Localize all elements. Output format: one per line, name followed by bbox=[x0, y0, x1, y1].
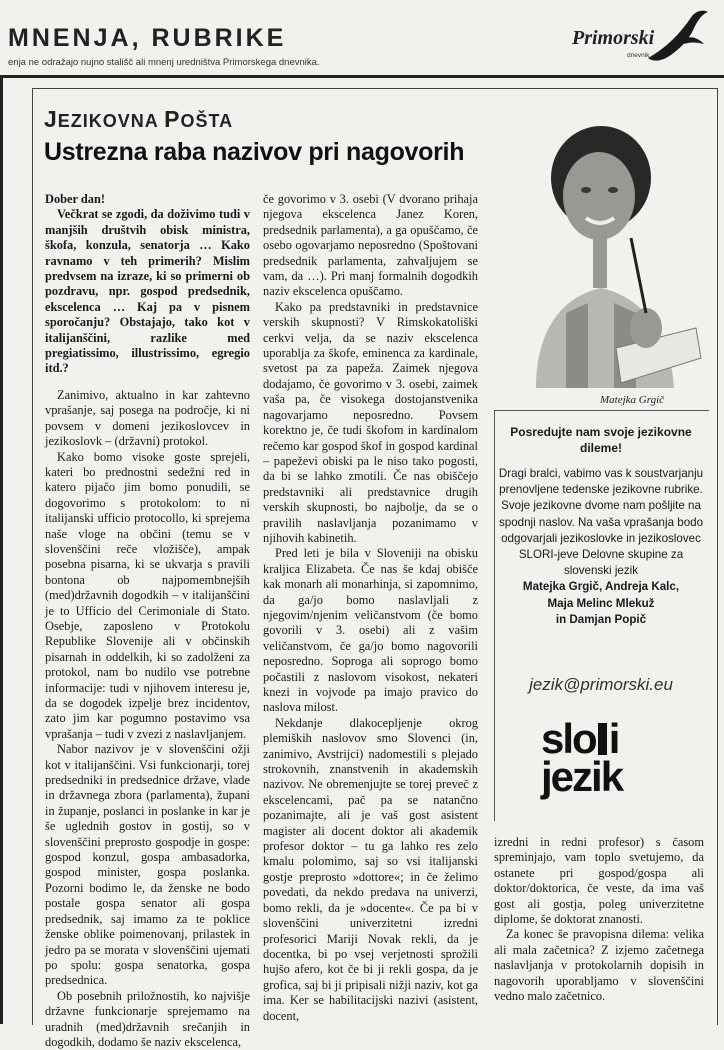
answer-paragraph: izredni in redni profesor) s časom spreminjajo, vam toplo svetujemo, da ostanete pri gospod/gospa ali doktor/doktorica, če veste, da ima vaš gost ali gostja, poleg univerzitetne diplome, še doktorat znanosti. bbox=[494, 835, 704, 927]
header-rule bbox=[0, 75, 724, 78]
logo-bar-icon bbox=[598, 723, 607, 755]
photo-caption: Matejka Grgič bbox=[600, 394, 665, 406]
reader-question: Večkrat se zgodi, da doživimo tudi v manjših društvih obisk ministra, škofa, konzula, senatorja … Kako ravnamo v teh primerih? Mislim predvsem na izraze, ki so primerni ob pozdravu, npr. gospod predsednik, ekscelenca … Kaj pa v pisnem sporočanju? Obstajajo, tako kot v italijanščini, razlike med pregiatissimo, illustrissimo, egregio itd.? bbox=[45, 207, 250, 376]
contact-email[interactable]: jezik@primorski.eu bbox=[529, 675, 673, 694]
answer-paragraph: Nekdanje dlakocepljenje okrog plemiških naslovov smo Slovenci (in, zanimivo, Avstrijci) nadomestili s plejado strokovnih, znanstvenih in akademskih nazivov. Ne obremenjujte se torej preveč z ekscelencami, pač pa se natančno pozanimajte, ali je vaš gost asistent magister ali docent doktor ali akademik profesor doktor – tu ga lahko res zelo kmalu polomimo, saj so vsi italijanski gostje preprosto »dottore«; in če želimo povedati, da nekdo predava na univerzi, bomo rekli, da je »docente«. Če pa bi v slovenščini univerzitetni izredni profesorici Mariji Novak rekli, da je docentka, bi po vsej verjetnosti sprožili hujšo afero, kot če bi ji rekli gospa, da je grofica, saj bi ji pripisali nižji naziv, kot ga ima. Ker se habilitacijski nazivi (asistent, docent, bbox=[263, 715, 478, 1023]
article-column-1 bbox=[45, 192, 250, 1049]
answer-paragraph: Zanimivo, aktualno in kar zahtevno vprašanje, saj posega na področje, ki ni povsem v domeni jezikoslovcev in jezikoslovk – (državni) protokol. bbox=[45, 387, 250, 449]
disclaimer: enja ne odražajo nujno stališč ali mnenj uredništva Primorskega dnevnika. bbox=[8, 57, 320, 68]
page-border-left bbox=[0, 75, 3, 1024]
rubric-title: JEZIKOVNA POŠTA bbox=[44, 106, 234, 132]
article-column-3 bbox=[494, 835, 704, 1024]
answer-paragraph: Pred leti je bila v Sloveniji na obisku kraljica Elizabeta. Če nas še kdaj obišče kak monarh ali monarhinja, si zapomnimo, da ga/jo bomo naslavljali z njegovim/njenim veličanstvom (če bomo govorili v 3. osebi) ali z vašim veličanstvom, če ga/jo bomo nagovorili neposredno. Soproga ali soprogo bomo počastili z naslovom visokost, nekateri knezi in vojvode pa imajo pravico do naslova milost. bbox=[263, 546, 478, 715]
answer-paragraph: če govorimo v 3. osebi (V dvorano prihaja njegova ekscelenca Janez Koren, predsednik parlamenta), a ga opuščamo, če osebo ogovarjamo neposredno (Spoštovani predsednik parlamenta, zahvaljujem se vam, da …). Pri manj formalnih dogodkih naziv ekscelenca opuščamo. bbox=[263, 192, 478, 299]
submission-body: Dragi bralci, vabimo vas k soustvarjanju prenovljene tedenske jezikovne rubrike. Svoje jezikovne dvome nam pošljite na spodnji naslov. Na vaša vprašanja bodo odgovarjali jezikoslovke in jezikoslovec SLORI-jeve Delovne skupine za slovenski jezik bbox=[498, 467, 704, 578]
author-photo bbox=[496, 98, 706, 388]
article-column-2 bbox=[263, 192, 478, 1024]
contributor-names: Matejka Grgič, Andreja Kalc, bbox=[522, 580, 680, 594]
answer-paragraph: Nabor nazivov je v slovenščini ožji kot v italijanščini. Vsi funkcionarji, torej predsedniki in predsednice države, vlade in državnega zbora (parlamenta), župani in županje, poslanci in poslanke in kar je še uglednih gostov in gostij, so v slovenščini preprosto gospodje in gospe: gospod konzul, gospa ambasadorka, gospod minister, gospa poslanka. Pozorni bodimo le, da ženske ne bodo postale gospa senator ali gospa predsednik, saj imamo za te poklice ženske oblike poimenovanj, prilastek in jedro pa se morata v slovenščini ujemati po spolu: gospa senatorka, gospa predsednica. bbox=[45, 742, 250, 988]
submission-heading: Posredujte nam svoje jezikovne dileme! bbox=[510, 425, 692, 455]
answer-paragraph: Za konec še pravopisna dilema: velika ali mala začetnica? Z izjemo začetnega naslavljanja v protokolarnih dopisih in nagovorih uporabljamo v slovenščini vedno malo začetnico. bbox=[494, 927, 704, 1004]
answer-paragraph: Ob posebnih priložnostih, ko najvišje državne funkcionarje sprejemamo na uradnih (med)državnih srečanjih in dogodkih, dodamo še naziv ekscelenca, bbox=[45, 988, 250, 1049]
answer-paragraph: Kako bomo visoke goste sprejeli, kateri bo prednostni sedežni red in katero pijačo jim bomo ponudili, se dogovorimo s protokolom: to ni italijanski ufficio protocollo, ki sprejema naše vloge na občini (temu se v slovenščini reče vložišče), ampak posebna pisarna, ki se ukvarja s pravili bontona ob najpomembnejših (med)državnih dogodkih – v italijanščini je to Ufficio del Cerimoniale di Stato. Osebje, zaposleno v Protokolu Republike Slovenije ali v občinskih pisarnah in oddelkih, ki so zadolženi za protokol, nam bo nudilo vse potrebne informacije: tudi v njihovem interesu je, da se dogodek izpelje brez incidentov, zato jim kar pogumno postavimo vsa vprašanja – tudi v zvezi z naslavljanjem. bbox=[45, 449, 250, 741]
newspaper-logo: Primorski bbox=[572, 27, 655, 49]
contributor-names: Maja Melinc Mlekuž bbox=[547, 596, 655, 610]
answer-paragraph: Kako pa predstavniki in predstavnice verskih skupnosti? V Rimskokatoliški cerkvi velja, da se naziv ekscelenca uporablja za škofe, eminenca za kardinale, svetost pa za papeža. Zaimek njegova dodajamo, če govorimo v 3. osebi, zaimek vaša pa, če visokega dostojanstvenika nagovarjamo neposredno. Povsem korektno je, če tudi škofom in kardinalom rečemo kar gospod škof in gospod kardinal – papeževi obiski pa le niso tako pogosti, da bi se lahko zmotili. Če nas obiščejo predstavniki ali predstavnice drugih verskih skupnosti, bo najbolje, da se o pravilih naslavljanja pozanimamo v njihovih kabinetih. bbox=[263, 299, 478, 545]
newspaper-logo-sub: dnevnik bbox=[627, 52, 650, 59]
seagull-logo-icon bbox=[646, 8, 712, 64]
contributor-names: in Damjan Popič bbox=[555, 612, 647, 626]
slori-jezik-logo: slo i jezik bbox=[541, 715, 623, 800]
submission-text bbox=[494, 466, 708, 628]
article-headline: Ustrezna raba nazivov pri nagovorih bbox=[44, 138, 465, 166]
section-title: MNENJA, RUBRIKE bbox=[8, 24, 287, 52]
reader-greeting: Dober dan! bbox=[45, 192, 106, 206]
